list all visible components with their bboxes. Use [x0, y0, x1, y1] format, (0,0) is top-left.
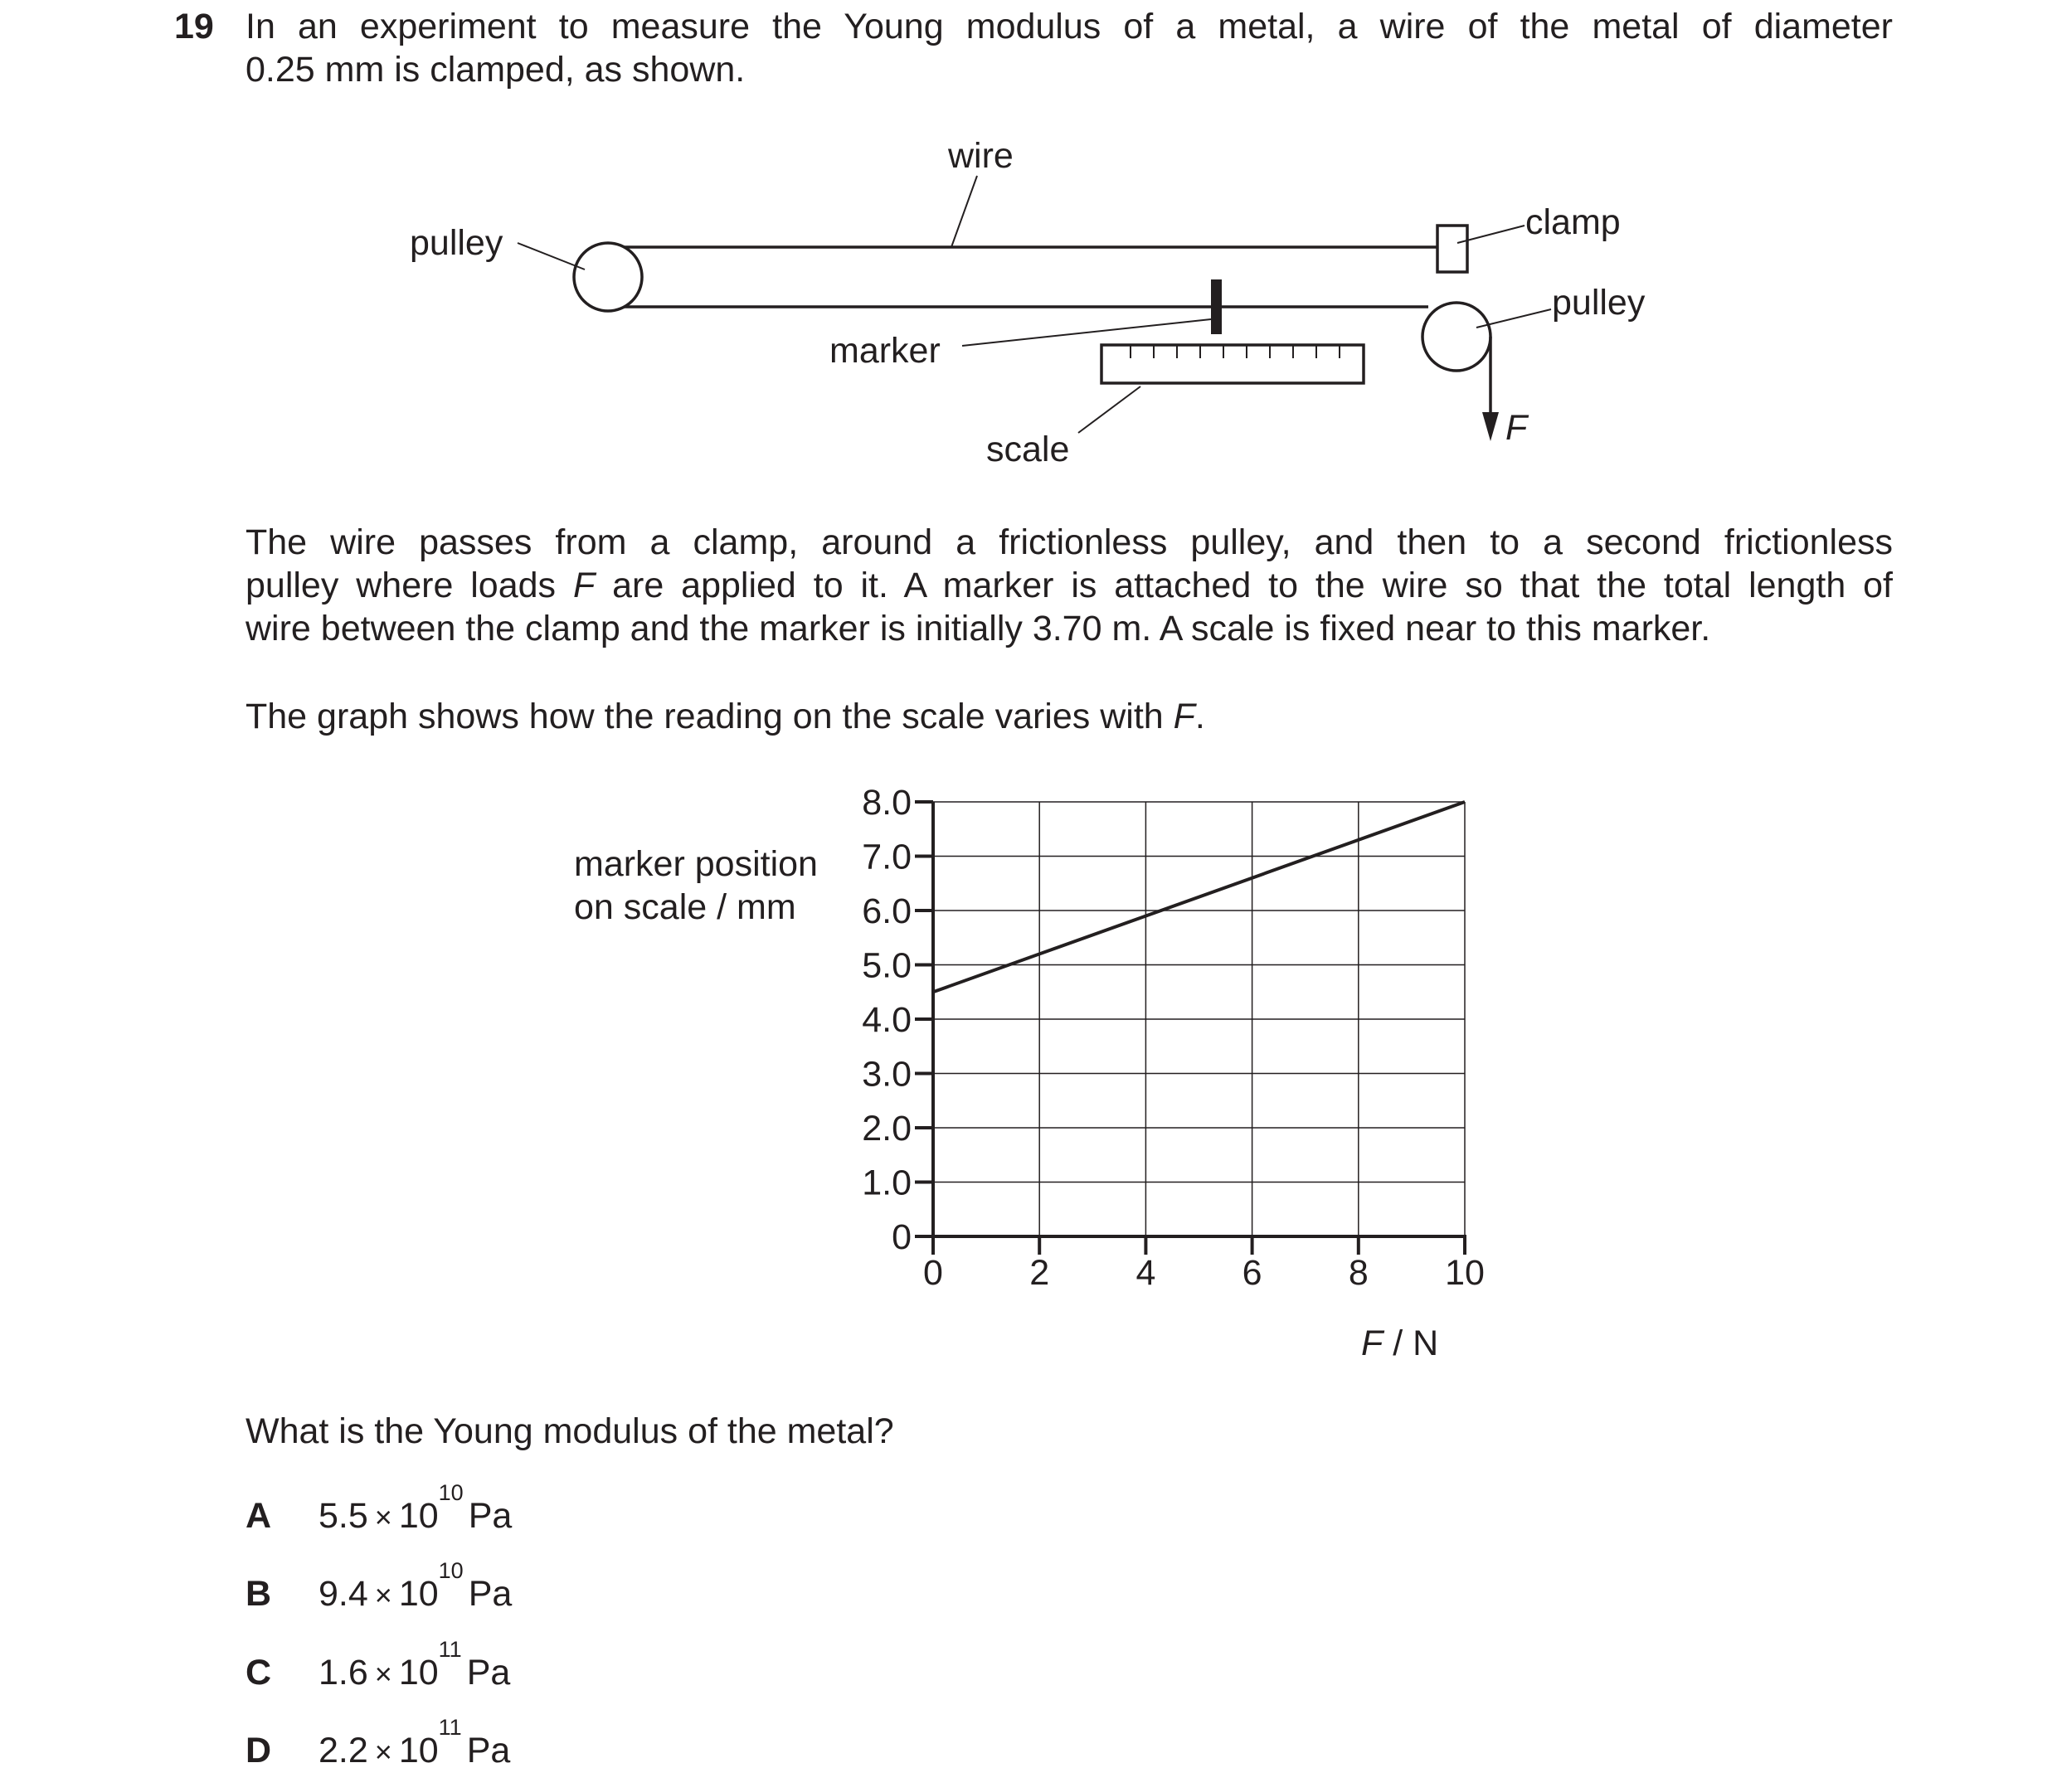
y-tick-label: 2.0: [862, 1109, 912, 1149]
y-tick-label: 1.0: [862, 1163, 912, 1203]
para2-text-b: .: [1194, 697, 1205, 736]
option-unit: Pa: [466, 1731, 511, 1770]
chart-xlabel-var: F: [1361, 1323, 1383, 1363]
label-marker: marker: [829, 331, 941, 371]
option-letter: C: [246, 1653, 272, 1692]
option-mantissa: 1.6: [319, 1653, 368, 1692]
label-force: F: [1505, 408, 1528, 448]
x-tick-label: 10: [1445, 1253, 1485, 1293]
option-times: ×: [374, 1500, 392, 1534]
question-intro-line1: In an experiment to measure the Young modulus of a metal, a wire of the metal of diameter: [246, 7, 1893, 46]
y-tick-label: 5.0: [862, 945, 912, 986]
option-value: [319, 1480, 513, 1539]
option-base: 10: [398, 1574, 439, 1614]
question-prompt: What is the Young modulus of the metal?: [246, 1411, 894, 1451]
x-tick-label: 8: [1348, 1253, 1369, 1293]
option-unit: Pa: [466, 1653, 511, 1692]
option-b[interactable]: [246, 1558, 660, 1619]
option-base: 10: [398, 1653, 439, 1692]
option-exponent: 11: [438, 1715, 462, 1740]
y-tick-label: 3.0: [862, 1054, 912, 1095]
x-tick-label: 4: [1135, 1253, 1156, 1293]
label-pulley-right: pulley: [1552, 283, 1646, 323]
option-base: 10: [398, 1496, 439, 1536]
y-tick-label: 6.0: [862, 891, 912, 931]
para2-var-F: F: [1173, 697, 1195, 736]
para1-line2-var-F: F: [572, 566, 596, 605]
option-c[interactable]: [246, 1637, 660, 1697]
y-tick-label: 0: [892, 1217, 912, 1257]
label-pulley-left: pulley: [410, 223, 503, 263]
option-mantissa: 5.5: [319, 1496, 368, 1536]
x-tick-label: 0: [923, 1253, 943, 1293]
option-a[interactable]: [246, 1480, 660, 1541]
para1-line3: wire between the clamp and the marker is initially 3.70 m. A scale is fixed near to this marker.: [246, 609, 1711, 648]
option-value: [319, 1715, 511, 1774]
option-unit: Pa: [468, 1574, 513, 1614]
para1-line2-text-a: pulley where loads: [246, 566, 573, 605]
option-base: 10: [398, 1731, 439, 1770]
x-tick-label: 2: [1029, 1253, 1050, 1293]
option-exponent: 10: [438, 1558, 464, 1583]
chart-xlabel-unit: / N: [1383, 1323, 1439, 1363]
chart-ylabel-line1: marker position: [574, 844, 818, 884]
option-mantissa: 9.4: [319, 1574, 368, 1614]
option-value: [319, 1637, 511, 1696]
option-times: ×: [374, 1657, 392, 1691]
data-line: [933, 802, 1465, 992]
option-letter: A: [246, 1496, 272, 1536]
label-scale: scale: [986, 430, 1070, 469]
question-intro-line2: 0.25 mm is clamped, as shown.: [246, 50, 746, 90]
option-mantissa: 2.2: [319, 1731, 368, 1770]
y-tick-label: 8.0: [862, 783, 912, 823]
option-exponent: 10: [438, 1480, 464, 1505]
option-d[interactable]: [246, 1715, 660, 1775]
question-number: 19: [174, 7, 214, 46]
para2-text-a: The graph shows how the reading on the scale varies with: [246, 697, 1174, 736]
para1-line1: The wire passes from a clamp, around a frictionless pulley, and then to a second frictionless: [246, 522, 1893, 562]
y-tick-label: 7.0: [862, 837, 912, 877]
label-clamp: clamp: [1525, 202, 1621, 242]
chart-xlabel: [1361, 1323, 1438, 1363]
label-wire: wire: [948, 136, 1014, 176]
option-exponent: 11: [438, 1637, 462, 1662]
option-times: ×: [374, 1578, 392, 1612]
option-times: ×: [374, 1735, 392, 1769]
x-tick-label: 6: [1242, 1253, 1262, 1293]
para1-line2-text-b: are applied to it. A marker is attached to the wire so that the total length of: [595, 566, 1893, 605]
option-unit: Pa: [468, 1496, 513, 1536]
y-tick-label: 4.0: [862, 1000, 912, 1040]
chart-ylabel-line2: on scale / mm: [574, 887, 796, 927]
option-letter: B: [246, 1574, 272, 1614]
option-letter: D: [246, 1731, 272, 1770]
option-value: [319, 1558, 513, 1617]
